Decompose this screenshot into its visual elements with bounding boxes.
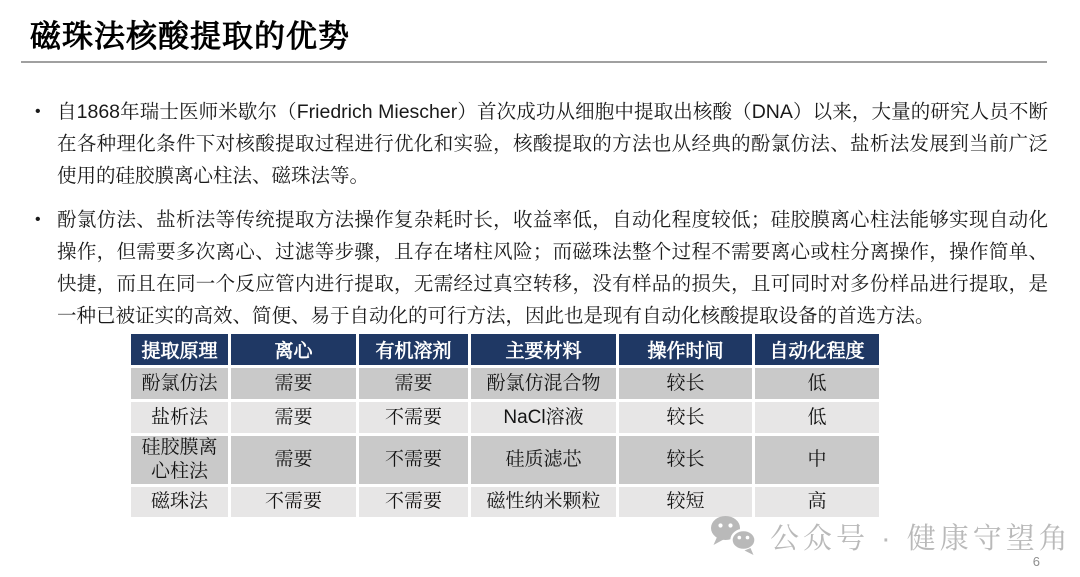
wechat-icon bbox=[710, 514, 760, 558]
page-title: 磁珠法核酸提取的优势 bbox=[30, 19, 350, 54]
header-cell-organic-solvent: 有机溶剂 bbox=[359, 334, 468, 365]
cell-automation: 低 bbox=[755, 402, 879, 433]
cell-operation-time: 较长 bbox=[619, 402, 752, 433]
header-cell-centrifuge: 离心 bbox=[231, 334, 356, 365]
cell-automation: 高 bbox=[755, 487, 879, 517]
cell-main-material: NaCl溶液 bbox=[471, 402, 616, 433]
table-row-salting-out bbox=[131, 402, 879, 433]
cell-operation-time: 较长 bbox=[619, 368, 752, 399]
cell-automation: 中 bbox=[755, 436, 879, 484]
cell-centrifuge: 需要 bbox=[231, 368, 356, 399]
table-row-magnetic-bead bbox=[131, 487, 879, 517]
header-cell-automation: 自动化程度 bbox=[755, 334, 879, 365]
table-header-row bbox=[131, 334, 879, 365]
cell-method: 盐析法 bbox=[131, 402, 228, 433]
watermark-text: 公众号 · 健康守望角 bbox=[770, 522, 1072, 555]
bullet-list bbox=[35, 96, 1048, 344]
cell-method: 磁珠法 bbox=[131, 487, 228, 517]
bullet-marker: • bbox=[35, 211, 41, 228]
bullet-marker: • bbox=[35, 103, 41, 120]
cell-organic-solvent: 不需要 bbox=[359, 402, 468, 433]
cell-centrifuge: 需要 bbox=[231, 402, 356, 433]
header-cell-method: 提取原理 bbox=[131, 334, 228, 365]
cell-automation: 低 bbox=[755, 368, 879, 399]
cell-method: 硅胶膜离心柱法 bbox=[131, 436, 228, 484]
comparison-table bbox=[128, 331, 882, 520]
cell-centrifuge: 需要 bbox=[231, 436, 356, 484]
page-number: 6 bbox=[1032, 554, 1040, 569]
cell-operation-time: 较短 bbox=[619, 487, 752, 517]
cell-centrifuge: 不需要 bbox=[231, 487, 356, 517]
header-cell-main-material: 主要材料 bbox=[471, 334, 616, 365]
cell-main-material: 磁性纳米颗粒 bbox=[471, 487, 616, 517]
table-row-phenol-chloroform bbox=[131, 368, 879, 399]
cell-main-material: 硅质滤芯 bbox=[471, 436, 616, 484]
bullet-item-1 bbox=[35, 96, 1048, 192]
watermark bbox=[710, 514, 1072, 558]
bullet-text-1: 自1868年瑞士医师米歇尔（Friedrich Miescher）首次成功从细胞中提取出核酸（DNA）以来，大量的研究人员不断在各种理化条件下对核酸提取过程进行优化和实验，核酸提取的方法也从经典的酚氯仿法、盐析法发展到当前广泛使用的硅胶膜离心柱法、磁珠法等。 bbox=[57, 101, 1048, 187]
cell-organic-solvent: 不需要 bbox=[359, 487, 468, 517]
cell-main-material: 酚氯仿混合物 bbox=[471, 368, 616, 399]
cell-operation-time: 较长 bbox=[619, 436, 752, 484]
table-row-silica-column bbox=[131, 436, 879, 484]
header-cell-operation-time: 操作时间 bbox=[619, 334, 752, 365]
bullet-item-2 bbox=[35, 204, 1048, 332]
cell-organic-solvent: 需要 bbox=[359, 368, 468, 399]
cell-method: 酚氯仿法 bbox=[131, 368, 228, 399]
bullet-text-2: 酚氯仿法、盐析法等传统提取方法操作复杂耗时长，收益率低，自动化程度较低；硅胶膜离心柱法能够实现自动化操作，但需要多次离心、过滤等步骤，且存在堵柱风险；而磁珠法整个过程不需要离心或柱分离操作，操作简单、快捷，而且在同一个反应管内进行提取，无需经过真空转移，没有样品的损失，且可同时对多份样品进行提取，是一种已被证实的高效、简便、易于自动化的可行方法，因此也是现有自动化核酸提取设备的首选方法。 bbox=[57, 209, 1048, 327]
title-divider bbox=[21, 61, 1047, 63]
cell-organic-solvent: 不需要 bbox=[359, 436, 468, 484]
